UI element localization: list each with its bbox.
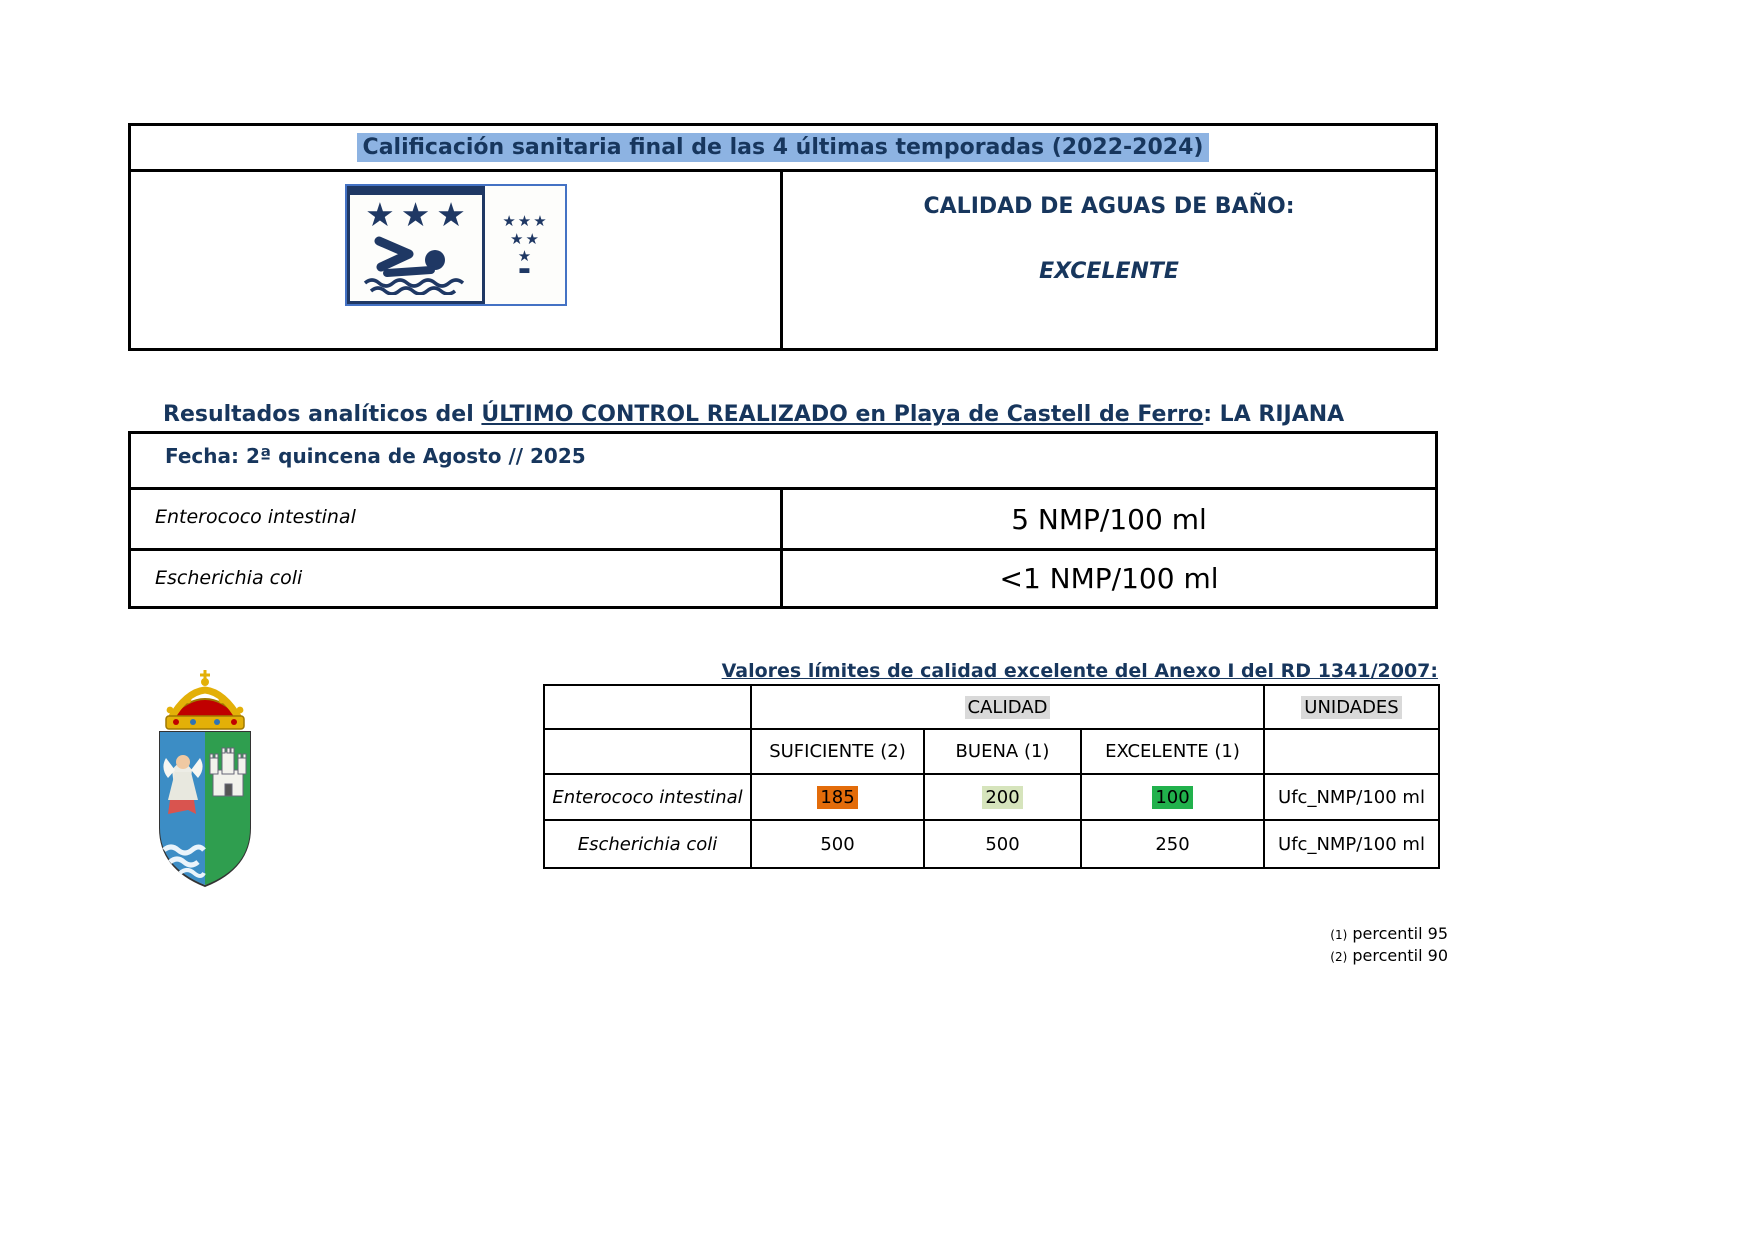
parameter-name: Escherichia coli [131, 551, 783, 606]
bathing-quality-flag [345, 184, 567, 306]
flag-star-scale [485, 186, 565, 304]
table-row [131, 548, 1435, 606]
swimmer-icon [357, 233, 475, 295]
flag-left-panel [347, 186, 485, 304]
parameter-name: Enterococo intestinal [131, 490, 783, 548]
highlighted-value: 100 [1152, 786, 1192, 809]
limit-value-excelente [1081, 774, 1264, 820]
star-row-1-icon: ★ [517, 246, 534, 265]
limit-value-buena: 500 [924, 820, 1081, 868]
limit-value-excelente: 250 [1081, 820, 1264, 868]
limit-parameter-name: Escherichia coli [544, 820, 751, 868]
classification-table [128, 123, 1438, 351]
results-heading-suffix: : LA RIJANA [1203, 402, 1345, 427]
limit-parameter-name: Enterococo intestinal [544, 774, 751, 820]
sampling-date: Fecha: 2ª quincena de Agosto // 2025 [131, 434, 1435, 490]
empty-cell [1264, 729, 1439, 774]
results-heading [163, 402, 1344, 427]
subheader-buena: BUENA (1) [924, 729, 1081, 774]
highlighted-value: 185 [817, 786, 857, 809]
limit-value-suficiente: 500 [751, 820, 924, 868]
table-row [544, 774, 1439, 820]
classification-content-row [131, 172, 1435, 348]
parameter-value: <1 NMP/100 ml [999, 562, 1219, 595]
units-header [1264, 685, 1439, 729]
quality-group-header [751, 685, 1264, 729]
limit-units: Ufc_NMP/100 ml [1264, 774, 1439, 820]
table-row [544, 820, 1439, 868]
table-row [131, 490, 1435, 548]
star-row-2-icon: ★★ [510, 229, 541, 248]
subheader-excelente: EXCELENTE (1) [1081, 729, 1264, 774]
three-stars-icon: ★★★ [365, 195, 472, 234]
units-label: UNIDADES [1301, 696, 1401, 719]
classification-title: Calificación sanitaria final de las 4 últimas temporadas (2022-2024) [357, 133, 1210, 162]
limits-table [543, 684, 1440, 869]
empty-cell [544, 685, 751, 729]
quality-cell [783, 172, 1435, 348]
highlighted-value: 200 [982, 786, 1022, 809]
flag-cell [131, 172, 783, 348]
subheader-suficiente: SUFICIENTE (2) [751, 729, 924, 774]
footnote-1-marker: (1) [1330, 928, 1348, 942]
quality-group-label: CALIDAD [965, 696, 1051, 719]
star-row-3-icon: ★★★ [502, 212, 549, 231]
footnote-2-marker: (2) [1330, 949, 1348, 964]
limits-subheader-row [544, 729, 1439, 774]
footnote-2-text: percentil 90 [1347, 945, 1448, 965]
footnote-1 [1330, 923, 1448, 945]
results-heading-underlined: ÚLTIMO CONTROL REALIZADO en Playa de Castell de Ferro [481, 402, 1204, 427]
dash-icon: ▬ [518, 263, 531, 279]
empty-cell [544, 729, 751, 774]
footnote-1-text: percentil 95 [1347, 924, 1448, 943]
quality-label: CALIDAD DE AGUAS DE BAÑO: [923, 194, 1295, 219]
results-heading-prefix: Resultados analíticos del [163, 402, 482, 427]
limit-value-buena [924, 774, 1081, 820]
limits-header-row [544, 685, 1439, 729]
classification-title-row [131, 126, 1435, 172]
quality-value: EXCELENTE [1039, 259, 1179, 284]
parameter-value: 5 NMP/100 ml [1011, 502, 1207, 536]
limit-value-suficiente [751, 774, 924, 820]
limit-units: Ufc_NMP/100 ml [1264, 820, 1439, 868]
results-table [128, 431, 1438, 609]
limits-heading: Valores límites de calidad excelente del Anexo I del RD 1341/2007: [721, 660, 1438, 682]
footnotes [1330, 923, 1448, 966]
coat-of-arms [130, 660, 280, 895]
footnote-2 [1330, 945, 1448, 967]
